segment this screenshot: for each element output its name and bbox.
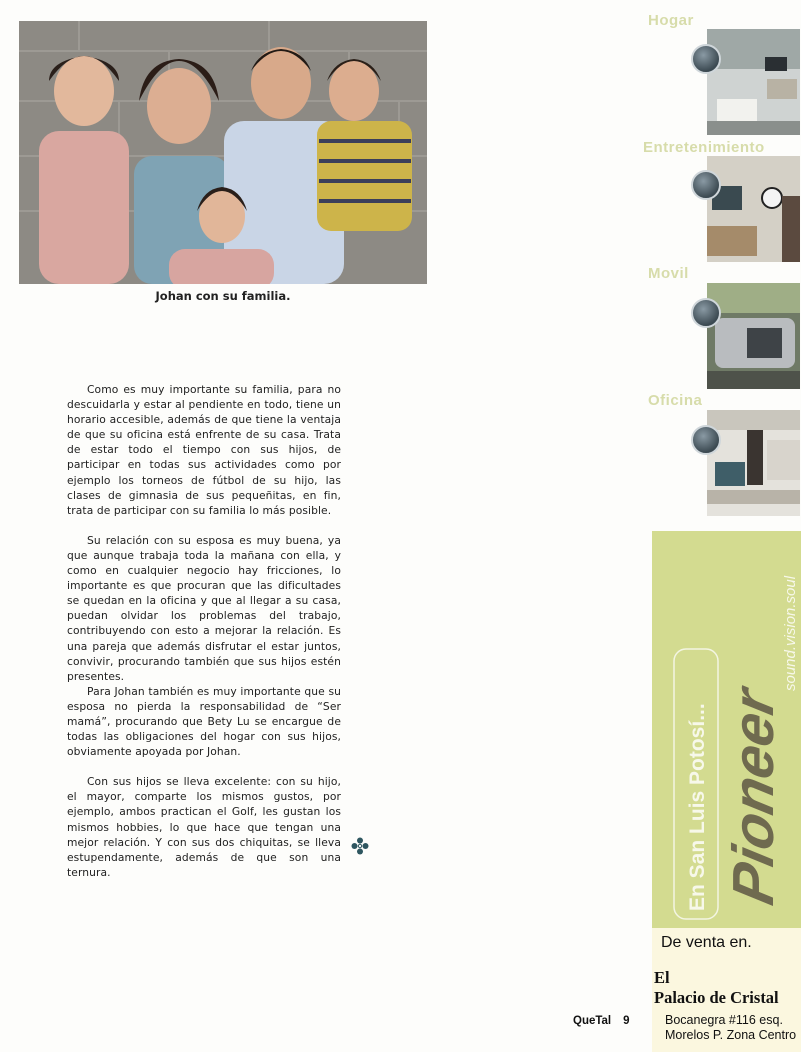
page-folio: [573, 1015, 630, 1027]
family-photo: [19, 21, 427, 284]
photo-caption: Johan con su familia.: [155, 289, 291, 303]
address-line1: Bocanegra #116 esq.: [665, 1013, 783, 1027]
hogar-play-button[interactable]: [691, 44, 721, 74]
venta-label: De venta en.: [661, 934, 752, 951]
sidebar-image-oficina: [707, 410, 800, 516]
article-paragraph: Con sus hijos se lleva excelente: con su hijo, el mayor, comparte los mismos gustos, por ejemplo, ambos practican el Golf, les gustan los mismos hobbies, lo que hace que tengan una mejor relación. Y con sus dos chiquitas, se lleva estupendamente, además de que son una ternura.: [67, 775, 341, 879]
oficina-play-button[interactable]: [691, 425, 721, 455]
ad-tagline: En San Luis Potosí...: [686, 703, 709, 911]
ad-store-info: [652, 928, 801, 1052]
sidebar-label-entretenimiento: Entretenimiento: [643, 139, 765, 156]
sidebar-label-movil: Movil: [648, 265, 689, 282]
sidebar-image-movil: [707, 283, 800, 389]
article-paragraph: Como es muy importante su familia, para no descuidarla y estar al pendiente en todo, tiene un horario accesible, además de que tiene la ventaja de que su oficina está enfrente de su casa. Trata de estar todo el tiempo con sus hijos, de participar en todas sus actividades como por ejemplo los torneos de fútbol de su hijo, las clases de gimnasia de sus pequeñitas, en fin, trata de participar con su familia lo más posible.: [67, 383, 341, 517]
article-paragraph: Para Johan también es muy importante que su esposa no pierda la responsabilidad de “Ser mamá”, procurando que Bety Lu se encargue de todas las obligaciones del hogar con sus hijos, obviamente apoyada por Johan.: [67, 684, 341, 759]
store-name: [654, 968, 779, 1008]
address-line2: Morelos P. Zona Centro: [665, 1028, 797, 1042]
sidebar-label-oficina: Oficina: [648, 392, 703, 409]
page-number: 9: [623, 1015, 630, 1027]
sidebar-image-hogar: [707, 29, 800, 135]
store-name-line1: El: [654, 968, 670, 987]
article-body: [67, 382, 341, 880]
sidebar-label-hogar: Hogar: [648, 12, 694, 29]
pioneer-logo: Pioneer: [721, 683, 786, 910]
sidebar-image-entretenimiento: [707, 156, 800, 262]
movil-play-button[interactable]: [691, 298, 721, 328]
pioneer-ad: [652, 531, 801, 928]
store-address: [665, 1013, 796, 1043]
magazine-name: QueTal: [573, 1015, 612, 1027]
ad-slogan: sound.vision.soul: [782, 575, 799, 691]
entretenimiento-play-button[interactable]: [691, 170, 721, 200]
article-paragraph: Su relación con su esposa es muy buena, ya que aunque trabaja toda la mañana con ella, y como en cualquier negocio hay fricciones, lo importante es que procuran que las dificultades se quedan en la oficina y que al llegar a su casa, puedan olvidar los problemas del trabajo, contribuyendo con esto a mejorar la relación. Es una pareja que además disfrutar el estar juntos, convivir, procurando también que sus hijos estén presentes.: [67, 533, 341, 683]
end-of-article-icon: [351, 837, 369, 855]
store-name-line2: Palacio de Cristal: [654, 988, 779, 1007]
